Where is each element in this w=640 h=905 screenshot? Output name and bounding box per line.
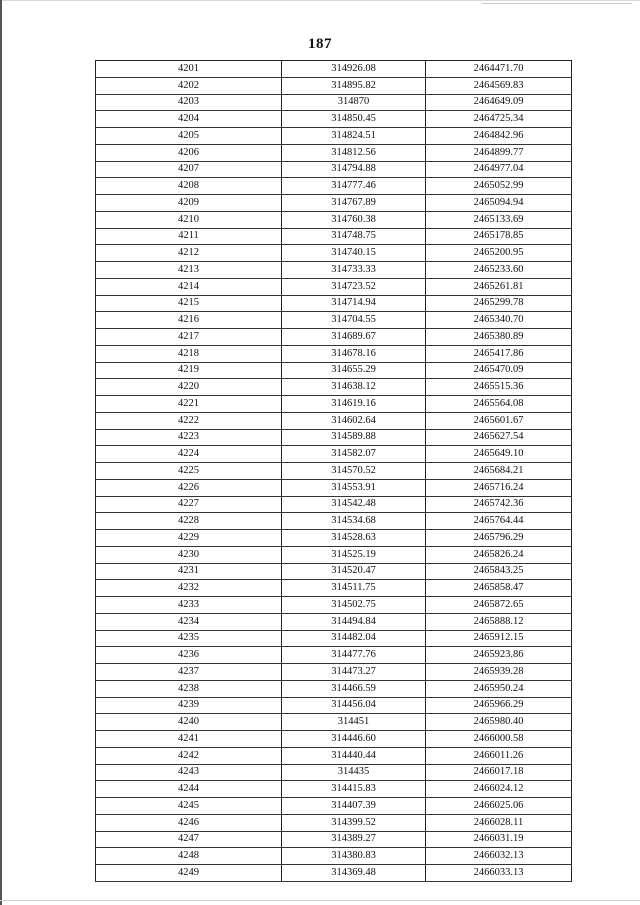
point-number-cell: 4246 xyxy=(96,814,282,831)
y-coordinate-cell: 2464842.96 xyxy=(426,128,572,145)
table-row xyxy=(96,563,572,580)
point-number-cell: 4235 xyxy=(96,630,282,647)
x-coordinate-cell: 314502.75 xyxy=(282,597,426,614)
page-number: 187 xyxy=(308,36,332,52)
x-coordinate-cell: 314602.64 xyxy=(282,412,426,429)
table-row xyxy=(96,580,572,597)
y-coordinate-cell: 2464569.83 xyxy=(426,77,572,94)
x-coordinate-cell: 314534.68 xyxy=(282,513,426,530)
point-number-cell: 4238 xyxy=(96,680,282,697)
y-coordinate-cell: 2465470.09 xyxy=(426,362,572,379)
y-coordinate-cell: 2465684.21 xyxy=(426,463,572,480)
scan-corner-mark xyxy=(482,3,632,4)
table-row xyxy=(96,546,572,563)
y-coordinate-cell: 2465200.95 xyxy=(426,245,572,262)
table-row xyxy=(96,647,572,664)
point-number-cell: 4249 xyxy=(96,865,282,882)
table-row xyxy=(96,613,572,630)
table-row xyxy=(96,295,572,312)
table-row xyxy=(96,530,572,547)
table-row xyxy=(96,680,572,697)
y-coordinate-cell: 2464977.04 xyxy=(426,161,572,178)
x-coordinate-cell: 314553.91 xyxy=(282,479,426,496)
point-number-cell: 4230 xyxy=(96,546,282,563)
table-row xyxy=(96,412,572,429)
table-row xyxy=(96,848,572,865)
x-coordinate-cell: 314456.04 xyxy=(282,697,426,714)
table-row xyxy=(96,111,572,128)
x-coordinate-cell: 314767.89 xyxy=(282,195,426,212)
y-coordinate-cell: 2465888.12 xyxy=(426,613,572,630)
y-coordinate-cell: 2465764.44 xyxy=(426,513,572,530)
x-coordinate-cell: 314451 xyxy=(282,714,426,731)
point-number-cell: 4213 xyxy=(96,262,282,279)
x-coordinate-cell: 314638.12 xyxy=(282,379,426,396)
y-coordinate-cell: 2466033.13 xyxy=(426,865,572,882)
table-row xyxy=(96,329,572,346)
point-number-cell: 4204 xyxy=(96,111,282,128)
x-coordinate-cell: 314435 xyxy=(282,764,426,781)
table-row xyxy=(96,94,572,111)
x-coordinate-cell: 314733.33 xyxy=(282,262,426,279)
y-coordinate-cell: 2465627.54 xyxy=(426,429,572,446)
table-row xyxy=(96,228,572,245)
x-coordinate-cell: 314446.60 xyxy=(282,731,426,748)
table-row xyxy=(96,245,572,262)
table-row xyxy=(96,664,572,681)
y-coordinate-cell: 2465796.29 xyxy=(426,530,572,547)
x-coordinate-cell: 314619.16 xyxy=(282,396,426,413)
y-coordinate-cell: 2465742.36 xyxy=(426,496,572,513)
x-coordinate-cell: 314704.55 xyxy=(282,312,426,329)
page-top-edge xyxy=(0,0,640,1)
table-row xyxy=(96,814,572,831)
table-row xyxy=(96,429,572,446)
x-coordinate-cell: 314777.46 xyxy=(282,178,426,195)
x-coordinate-cell: 314678.16 xyxy=(282,345,426,362)
y-coordinate-cell: 2465564.08 xyxy=(426,396,572,413)
x-coordinate-cell: 314415.83 xyxy=(282,781,426,798)
page-left-edge xyxy=(0,0,2,905)
y-coordinate-cell: 2465233.60 xyxy=(426,262,572,279)
y-coordinate-cell: 2464725.34 xyxy=(426,111,572,128)
table-row xyxy=(96,362,572,379)
x-coordinate-cell: 314407.39 xyxy=(282,798,426,815)
y-coordinate-cell: 2465980.40 xyxy=(426,714,572,731)
point-number-cell: 4240 xyxy=(96,714,282,731)
y-coordinate-cell: 2465649.10 xyxy=(426,446,572,463)
x-coordinate-cell: 314723.52 xyxy=(282,278,426,295)
point-number-cell: 4209 xyxy=(96,195,282,212)
table-row xyxy=(96,764,572,781)
table-row xyxy=(96,312,572,329)
x-coordinate-cell: 314542.48 xyxy=(282,496,426,513)
y-coordinate-cell: 2465261.81 xyxy=(426,278,572,295)
x-coordinate-cell: 314466.59 xyxy=(282,680,426,697)
y-coordinate-cell: 2465843.25 xyxy=(426,563,572,580)
point-number-cell: 4247 xyxy=(96,831,282,848)
point-number-cell: 4205 xyxy=(96,128,282,145)
table-row xyxy=(96,211,572,228)
x-coordinate-cell: 314380.83 xyxy=(282,848,426,865)
y-coordinate-cell: 2464471.70 xyxy=(426,61,572,78)
table-row xyxy=(96,128,572,145)
point-number-cell: 4244 xyxy=(96,781,282,798)
point-number-cell: 4229 xyxy=(96,530,282,547)
x-coordinate-cell: 314655.29 xyxy=(282,362,426,379)
point-number-cell: 4239 xyxy=(96,697,282,714)
x-coordinate-cell: 314389.27 xyxy=(282,831,426,848)
point-number-cell: 4220 xyxy=(96,379,282,396)
x-coordinate-cell: 314689.67 xyxy=(282,329,426,346)
point-number-cell: 4221 xyxy=(96,396,282,413)
point-number-cell: 4242 xyxy=(96,747,282,764)
table-row xyxy=(96,630,572,647)
table-row xyxy=(96,161,572,178)
x-coordinate-cell: 314582.07 xyxy=(282,446,426,463)
y-coordinate-cell: 2465299.78 xyxy=(426,295,572,312)
x-coordinate-cell: 314473.27 xyxy=(282,664,426,681)
point-number-cell: 4248 xyxy=(96,848,282,865)
x-coordinate-cell: 314520.47 xyxy=(282,563,426,580)
y-coordinate-cell: 2465133.69 xyxy=(426,211,572,228)
point-number-cell: 4216 xyxy=(96,312,282,329)
point-number-cell: 4223 xyxy=(96,429,282,446)
x-coordinate-cell: 314369.48 xyxy=(282,865,426,882)
table-row xyxy=(96,178,572,195)
y-coordinate-cell: 2466025.06 xyxy=(426,798,572,815)
coordinate-table xyxy=(95,60,572,882)
y-coordinate-cell: 2465912.15 xyxy=(426,630,572,647)
table-row xyxy=(96,798,572,815)
y-coordinate-cell: 2466024.12 xyxy=(426,781,572,798)
table-row xyxy=(96,345,572,362)
table-row xyxy=(96,144,572,161)
x-coordinate-cell: 314824.51 xyxy=(282,128,426,145)
point-number-cell: 4245 xyxy=(96,798,282,815)
x-coordinate-cell: 314511.75 xyxy=(282,580,426,597)
point-number-cell: 4224 xyxy=(96,446,282,463)
y-coordinate-cell: 2465601.67 xyxy=(426,412,572,429)
table-row xyxy=(96,597,572,614)
table-row xyxy=(96,61,572,78)
x-coordinate-cell: 314440.44 xyxy=(282,747,426,764)
table-row xyxy=(96,865,572,882)
point-number-cell: 4228 xyxy=(96,513,282,530)
table-row xyxy=(96,714,572,731)
y-coordinate-cell: 2465515.36 xyxy=(426,379,572,396)
point-number-cell: 4219 xyxy=(96,362,282,379)
x-coordinate-cell: 314477.76 xyxy=(282,647,426,664)
y-coordinate-cell: 2466032.13 xyxy=(426,848,572,865)
table-row xyxy=(96,446,572,463)
x-coordinate-cell: 314870 xyxy=(282,94,426,111)
table-row xyxy=(96,747,572,764)
point-number-cell: 4232 xyxy=(96,580,282,597)
point-number-cell: 4225 xyxy=(96,463,282,480)
y-coordinate-cell: 2465716.24 xyxy=(426,479,572,496)
y-coordinate-cell: 2465858.47 xyxy=(426,580,572,597)
x-coordinate-cell: 314760.38 xyxy=(282,211,426,228)
x-coordinate-cell: 314895.82 xyxy=(282,77,426,94)
x-coordinate-cell: 314528.63 xyxy=(282,530,426,547)
point-number-cell: 4202 xyxy=(96,77,282,94)
point-number-cell: 4237 xyxy=(96,664,282,681)
point-number-cell: 4241 xyxy=(96,731,282,748)
table-row xyxy=(96,463,572,480)
y-coordinate-cell: 2465094.94 xyxy=(426,195,572,212)
y-coordinate-cell: 2465923.86 xyxy=(426,647,572,664)
y-coordinate-cell: 2466011.26 xyxy=(426,747,572,764)
point-number-cell: 4211 xyxy=(96,228,282,245)
point-number-cell: 4222 xyxy=(96,412,282,429)
point-number-cell: 4210 xyxy=(96,211,282,228)
x-coordinate-cell: 314570.52 xyxy=(282,463,426,480)
table-row xyxy=(96,731,572,748)
point-number-cell: 4236 xyxy=(96,647,282,664)
point-number-cell: 4226 xyxy=(96,479,282,496)
x-coordinate-cell: 314494.84 xyxy=(282,613,426,630)
y-coordinate-cell: 2465939.28 xyxy=(426,664,572,681)
table-row xyxy=(96,831,572,848)
y-coordinate-cell: 2465178.85 xyxy=(426,228,572,245)
table-row xyxy=(96,496,572,513)
table-row xyxy=(96,379,572,396)
y-coordinate-cell: 2465417.86 xyxy=(426,345,572,362)
point-number-cell: 4231 xyxy=(96,563,282,580)
x-coordinate-cell: 314399.52 xyxy=(282,814,426,831)
y-coordinate-cell: 2466017.18 xyxy=(426,764,572,781)
table-row xyxy=(96,396,572,413)
coordinate-table-body xyxy=(96,61,572,882)
y-coordinate-cell: 2465380.89 xyxy=(426,329,572,346)
point-number-cell: 4234 xyxy=(96,613,282,630)
point-number-cell: 4217 xyxy=(96,329,282,346)
point-number-cell: 4206 xyxy=(96,144,282,161)
y-coordinate-cell: 2466000.58 xyxy=(426,731,572,748)
y-coordinate-cell: 2464649.09 xyxy=(426,94,572,111)
y-coordinate-cell: 2465052.99 xyxy=(426,178,572,195)
point-number-cell: 4233 xyxy=(96,597,282,614)
y-coordinate-cell: 2466031.19 xyxy=(426,831,572,848)
x-coordinate-cell: 314926.08 xyxy=(282,61,426,78)
y-coordinate-cell: 2465950.24 xyxy=(426,680,572,697)
table-row xyxy=(96,697,572,714)
x-coordinate-cell: 314812.56 xyxy=(282,144,426,161)
y-coordinate-cell: 2465966.29 xyxy=(426,697,572,714)
x-coordinate-cell: 314714.94 xyxy=(282,295,426,312)
point-number-cell: 4212 xyxy=(96,245,282,262)
x-coordinate-cell: 314589.88 xyxy=(282,429,426,446)
x-coordinate-cell: 314748.75 xyxy=(282,228,426,245)
table-row xyxy=(96,77,572,94)
table-row xyxy=(96,479,572,496)
table-row xyxy=(96,781,572,798)
x-coordinate-cell: 314525.19 xyxy=(282,546,426,563)
table-row xyxy=(96,513,572,530)
point-number-cell: 4203 xyxy=(96,94,282,111)
y-coordinate-cell: 2465872.65 xyxy=(426,597,572,614)
table-row xyxy=(96,195,572,212)
table-row xyxy=(96,262,572,279)
point-number-cell: 4207 xyxy=(96,161,282,178)
point-number-cell: 4227 xyxy=(96,496,282,513)
point-number-cell: 4215 xyxy=(96,295,282,312)
x-coordinate-cell: 314482.04 xyxy=(282,630,426,647)
table-row xyxy=(96,278,572,295)
point-number-cell: 4214 xyxy=(96,278,282,295)
point-number-cell: 4201 xyxy=(96,61,282,78)
y-coordinate-cell: 2464899.77 xyxy=(426,144,572,161)
point-number-cell: 4208 xyxy=(96,178,282,195)
page-bottom-edge xyxy=(0,900,640,901)
y-coordinate-cell: 2465340.70 xyxy=(426,312,572,329)
y-coordinate-cell: 2465826.24 xyxy=(426,546,572,563)
point-number-cell: 4218 xyxy=(96,345,282,362)
y-coordinate-cell: 2466028.11 xyxy=(426,814,572,831)
x-coordinate-cell: 314850.45 xyxy=(282,111,426,128)
x-coordinate-cell: 314740.15 xyxy=(282,245,426,262)
point-number-cell: 4243 xyxy=(96,764,282,781)
x-coordinate-cell: 314794.88 xyxy=(282,161,426,178)
